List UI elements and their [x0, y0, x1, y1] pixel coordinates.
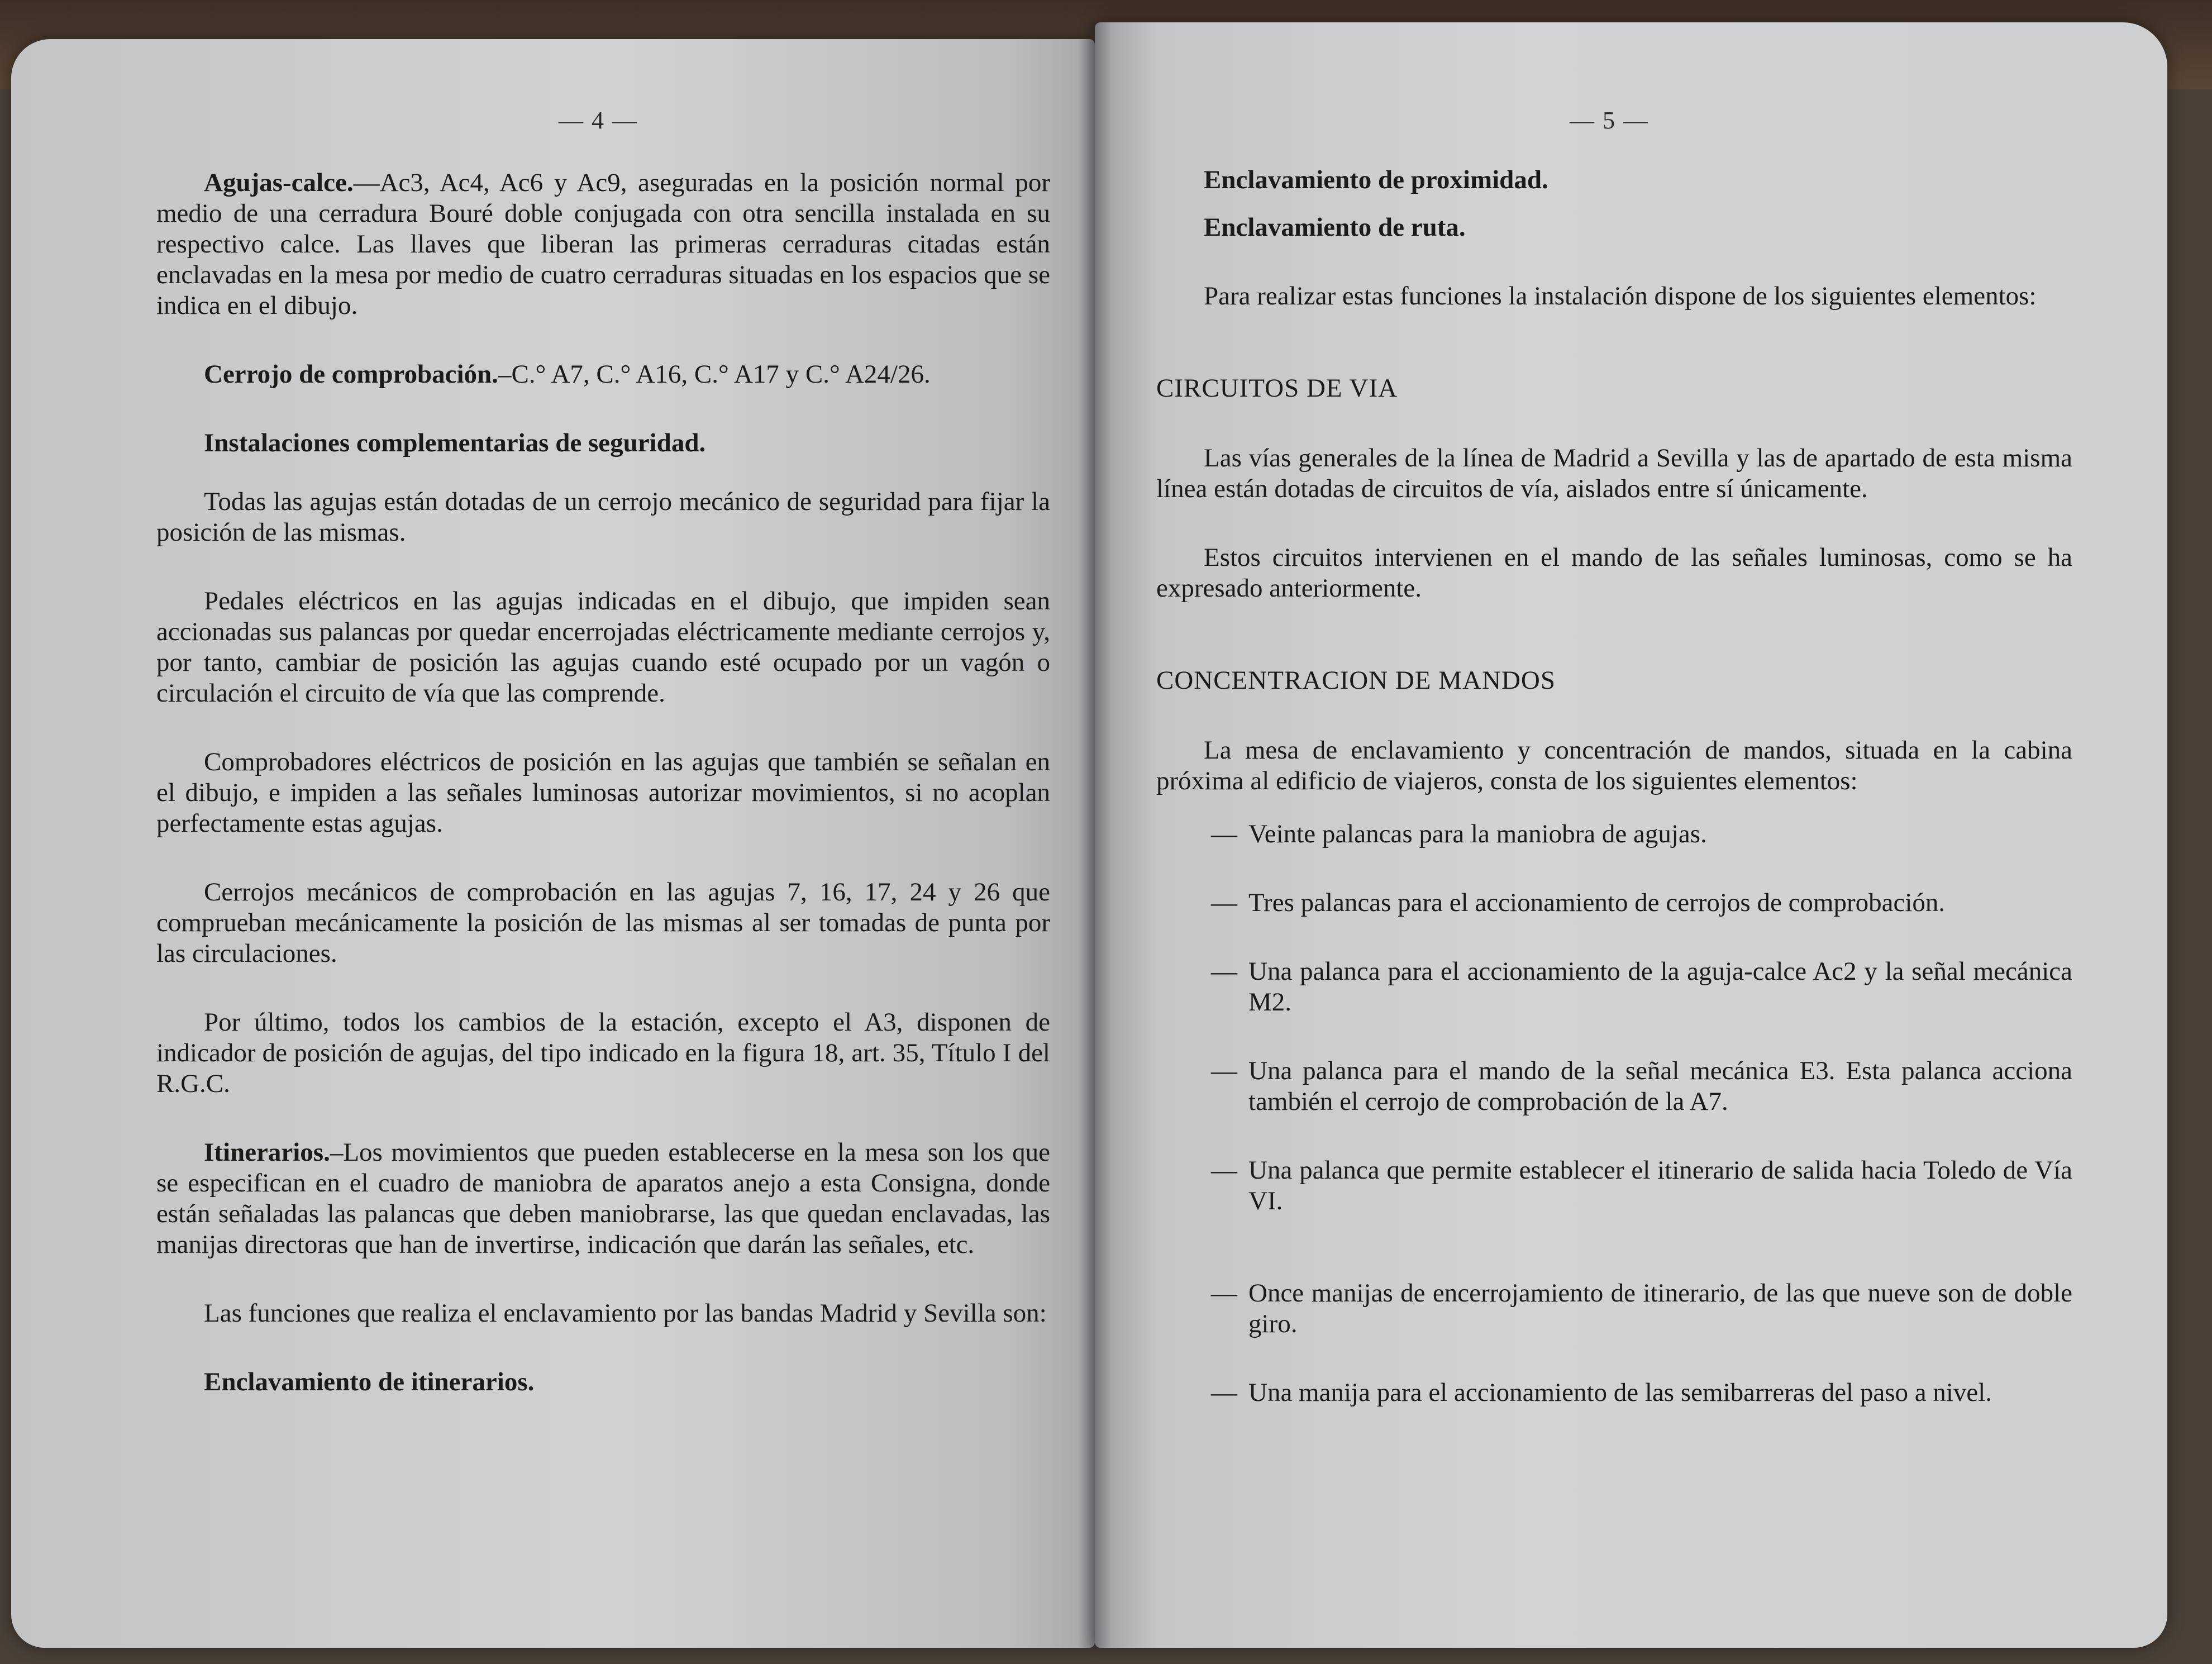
intro-paragraph: Para realizar estas funciones la instalación dispone de los siguientes elementos:: [1204, 282, 2037, 311]
cerrojos-paragraph: Cerrojos mecánicos de comprobación en las agujas 7, 16, 17, 24 y 26 que comprueban mecánicamente la posición de las mismas al ser tomadas de punta por las circulaciones.: [156, 878, 1050, 968]
list-item-text: Una palanca para el mando de la señal mecánica E3. Esta palanca acciona también el cerrojo de comprobación de la A7.: [1248, 1056, 2072, 1116]
left-page-text: [156, 168, 1050, 1398]
agujas-calce-paragraph: [156, 168, 1050, 321]
dash-marker: —: [1211, 1279, 1237, 1308]
list-item: [1156, 1278, 2072, 1339]
agujas-calce-label: Agujas-calce.: [204, 168, 354, 197]
list-item-text: Una palanca que permite establecer el itinerario de salida hacia Toledo de Vía VI.: [1248, 1156, 2072, 1215]
list-item-text: Veinte palancas para la maniobra de agujas.: [1248, 819, 1707, 848]
dash-marker: —: [1211, 888, 1237, 917]
right-page-number: — 5 —: [1570, 107, 1649, 134]
enclavamiento-itinerarios-heading: Enclavamiento de itinerarios.: [204, 1367, 535, 1396]
circuitos-paragraph-1: Las vías generales de la línea de Madrid a Sevilla y las de apartado de esta misma línea están dotadas de circuitos de vía, aislados entre sí únicamente.: [1156, 444, 2072, 503]
list-item-text: Tres palancas para el accionamiento de cerrojos de comprobación.: [1248, 888, 1946, 917]
list-item: [1156, 1377, 2072, 1408]
enclavamiento-ruta-heading: Enclavamiento de ruta.: [1204, 213, 1466, 242]
cerrojo-label: Cerrojo de comprobación.: [204, 360, 498, 389]
list-item: [1156, 956, 2072, 1018]
itinerarios-paragraph: [156, 1137, 1050, 1260]
list-item-text: Una palanca para el accionamiento de la aguja-calce Ac2 y la señal mecánica M2.: [1248, 957, 2072, 1017]
dash-marker: —: [1211, 1156, 1237, 1185]
comprobadores-paragraph: Comprobadores eléctricos de posición en las agujas que también se señalan en el dibujo, e impiden a las señales luminosas autorizar movimientos, si no acoplan perfectamente estas agujas.: [156, 747, 1050, 838]
dash-marker: —: [1211, 1378, 1237, 1407]
ultimo-paragraph: Por último, todos los cambios de la estación, excepto el A3, disponen de indicador de posición de agujas, del tipo indicado en la figura 18, art. 35, Título I del R.G.C.: [156, 1008, 1050, 1098]
agujas-calce-body: —Ac3, Ac4, Ac6 y Ac9, aseguradas en la posición normal por medio de una cerradura Bouré doble conjugada con otra sencilla instalada en su respectivo calce. Las llaves que liberan las primeras cerraduras citadas están enclavadas en la mesa por medio de cuatro cerraduras situadas en los espacios que se indica en el dibujo.: [156, 168, 1050, 320]
page-gutter: [1078, 22, 1112, 1648]
seguridad-paragraph: Todas las agujas están dotadas de un cerrojo mecánico de seguridad para fijar la posición de las mismas.: [156, 487, 1050, 547]
enclavamiento-proximidad-heading: Enclavamiento de proximidad.: [1204, 165, 1548, 194]
funciones-paragraph: Las funciones que realiza el enclavamiento por las bandas Madrid y Sevilla son:: [204, 1299, 1047, 1328]
cerrojo-body: –C.° A7, C.° A16, C.° A17 y C.° A24/26.: [498, 360, 931, 389]
itinerarios-label: Itinerarios.: [204, 1138, 330, 1167]
right-page-text: [1156, 165, 2072, 1446]
circuitos-paragraph-2: Estos circuitos intervienen en el mando de las señales luminosas, como se ha expresado anteriormente.: [1156, 543, 2072, 603]
dash-marker: —: [1211, 1056, 1237, 1085]
left-page-number: — 4 —: [559, 107, 638, 134]
list-item-text: Una manija para el accionamiento de las semibarreras del paso a nivel.: [1248, 1378, 1992, 1407]
list-item-text: Once manijas de encerrojamiento de itinerario, de las que nueve son de doble giro.: [1248, 1279, 2072, 1338]
instalaciones-heading: Instalaciones complementarias de seguridad.: [204, 428, 706, 457]
circuitos-heading: CIRCUITOS DE VIA: [1156, 374, 1398, 403]
list-item: [1156, 819, 2072, 850]
concentracion-heading: CONCENTRACION DE MANDOS: [1156, 666, 1556, 695]
concentracion-paragraph: La mesa de enclavamiento y concentración de mandos, situada en la cabina próxima al edificio de viajeros, consta de los siguientes elementos:: [1156, 736, 2072, 795]
list-item: [1156, 1155, 2072, 1217]
list-item: [1156, 888, 2072, 918]
dash-marker: —: [1211, 957, 1237, 986]
itinerarios-body: –Los movimientos que pueden establecerse en la mesa son los que se especifican en el cuadro de maniobra de aparatos anejo a esta Consigna, donde están señaladas las palancas que deben maniobrarse, las que quedan enclavadas, las manijas directoras que han de invertirse, indicación que darán las señales, etc.: [156, 1138, 1050, 1259]
dash-marker: —: [1211, 819, 1237, 848]
cerrojo-paragraph: [156, 359, 1050, 390]
list-item: [1156, 1056, 2072, 1117]
pedales-paragraph: Pedales eléctricos en las agujas indicadas en el dibujo, que impiden sean accionadas sus palancas por quedar encerrojadas eléctricamente mediante cerrojos y, por tanto, cambiar de posición las agujas cuando esté ocupado por un vagón o circulación el circuito de vía que las comprende.: [156, 587, 1050, 708]
